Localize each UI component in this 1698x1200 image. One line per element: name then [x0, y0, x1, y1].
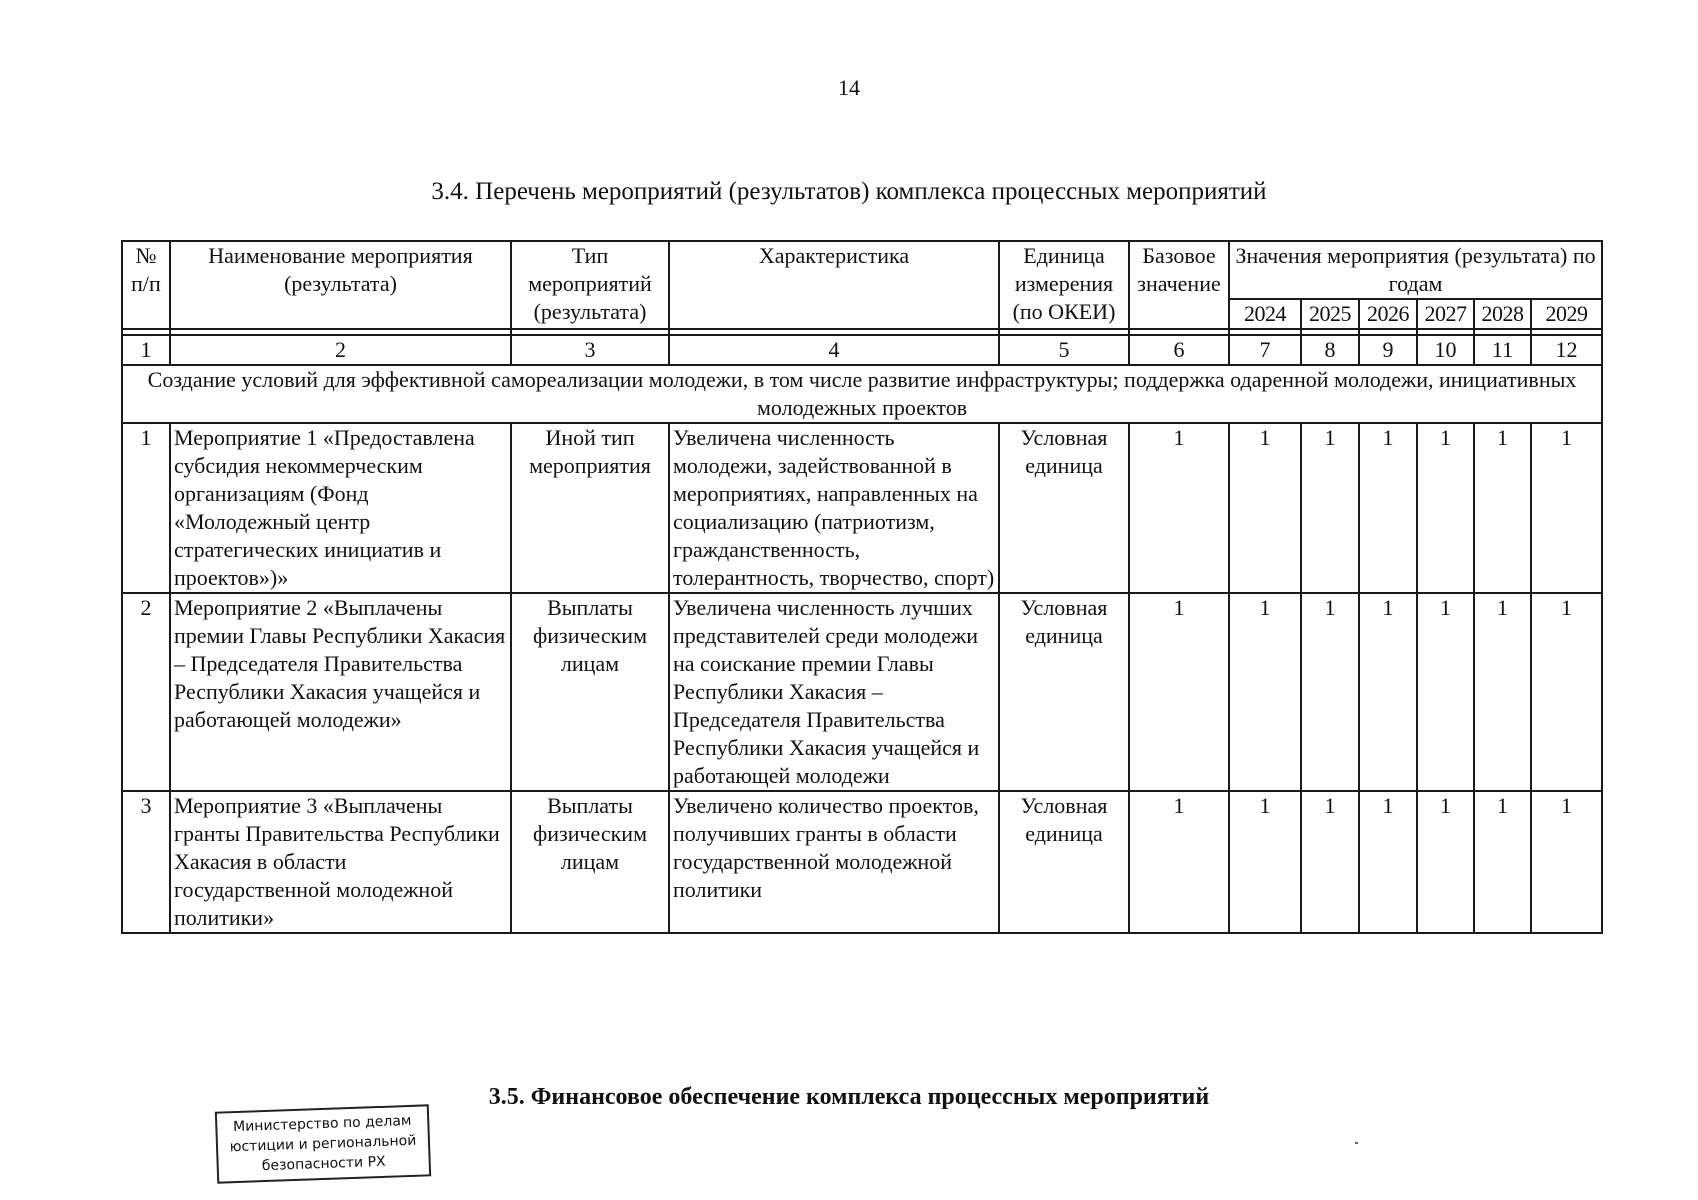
row-value: 1: [1417, 423, 1474, 593]
row-characteristic: Увеличено количество проектов, получивших гранты в области государственной молодежной политики: [669, 791, 999, 933]
section-header-row: [122, 365, 1602, 423]
row-unit: Условная единица: [999, 593, 1129, 791]
header-unit: Единица измерения (по ОКЕИ): [999, 241, 1129, 329]
row-value: 1: [1301, 423, 1359, 593]
row-name: Мероприятие 2 «Выплачены премии Главы Республики Хакасия – Председателя Правительства Республики Хакасия учащейся и работающей молодежи»: [170, 593, 511, 791]
row-value: 1: [1229, 593, 1301, 791]
page-number: 14: [838, 75, 860, 100]
row-value: 1: [1531, 423, 1602, 593]
row-value: 1: [1531, 791, 1602, 933]
table-row: [122, 593, 1602, 791]
row-value: 1: [1229, 423, 1301, 593]
row-unit: Условная единица: [999, 423, 1129, 593]
row-characteristic: Увеличена численность молодежи, задействованной в мероприятиях, направленных на социализацию (патриотизм, гражданственность, толерантность, творчество, спорт): [669, 423, 999, 593]
column-index-row: [122, 335, 1602, 365]
row-value: 1: [1359, 593, 1417, 791]
column-index: 12: [1531, 335, 1602, 365]
column-index: 11: [1474, 335, 1531, 365]
row-num: 3: [122, 791, 170, 933]
header-base: Базовое значение: [1129, 241, 1229, 329]
row-value: 1: [1229, 791, 1301, 933]
row-num: 1: [122, 423, 170, 593]
column-index: 2: [170, 335, 511, 365]
row-base: 1: [1129, 423, 1229, 593]
column-index: 7: [1229, 335, 1301, 365]
row-value: 1: [1531, 593, 1602, 791]
column-index: 3: [511, 335, 669, 365]
scan-speck: [1355, 1142, 1358, 1144]
row-value: 1: [1474, 593, 1531, 791]
ministry-stamp: [215, 1104, 431, 1183]
row-value: 1: [1417, 791, 1474, 933]
row-type: Иной тип мероприятия: [511, 423, 669, 593]
header-year: 2028: [1474, 299, 1531, 329]
row-value: 1: [1301, 593, 1359, 791]
header-num: № п/п: [122, 241, 170, 329]
row-num: 2: [122, 593, 170, 791]
section-header: Создание условий для эффективной самореализации молодежи, в том числе развитие инфраструктуры; поддержка одаренной молодежи, инициативных молодежных проектов: [122, 365, 1602, 423]
column-index: 6: [1129, 335, 1229, 365]
column-index: 10: [1417, 335, 1474, 365]
header-year: 2024: [1229, 299, 1301, 329]
row-value: 1: [1301, 791, 1359, 933]
section-3-4-title: 3.4. Перечень мероприятий (результатов) комплекса процессных мероприятий: [431, 178, 1267, 205]
column-index: 8: [1301, 335, 1359, 365]
row-value: 1: [1359, 791, 1417, 933]
stamp-line: безопасности РХ: [261, 1153, 386, 1175]
events-table: [121, 240, 1603, 934]
row-name: Мероприятие 3 «Выплачены гранты Правительства Республики Хакасия в области государственной молодежной политики»: [170, 791, 511, 933]
header-year: 2026: [1359, 299, 1417, 329]
header-type: Тип мероприятий (результата): [511, 241, 669, 329]
column-index: 4: [669, 335, 999, 365]
row-type: Выплаты физическим лицам: [511, 593, 669, 791]
header-characteristic: Характеристика: [669, 241, 999, 329]
row-value: 1: [1359, 423, 1417, 593]
stamp-line: юстиции и региональной: [229, 1132, 417, 1156]
header-values-group: Значения мероприятия (результата) по годам: [1229, 241, 1602, 299]
column-index: 5: [999, 335, 1129, 365]
row-name: Мероприятие 1 «Предоставлена субсидия некоммерческим организациям (Фонд «Молодежный центр стратегических инициатив и проектов»)»: [170, 423, 511, 593]
row-type: Выплаты физическим лицам: [511, 791, 669, 933]
table-row: [122, 791, 1602, 933]
row-base: 1: [1129, 791, 1229, 933]
column-index: 9: [1359, 335, 1417, 365]
row-characteristic: Увеличена численность лучших представителей среди молодежи на соискание премии Главы Республики Хакасия – Председателя Правительства Республики Хакасия учащейся и работающей молодежи: [669, 593, 999, 791]
table-row: [122, 423, 1602, 593]
row-unit: Условная единица: [999, 791, 1129, 933]
header-year: 2029: [1531, 299, 1602, 329]
row-value: 1: [1417, 593, 1474, 791]
section-3-5-title: 3.5. Финансовое обеспечение комплекса процессных мероприятий: [488, 1084, 1210, 1110]
header-name: Наименование мероприятия (результата): [170, 241, 511, 329]
header-year: 2027: [1417, 299, 1474, 329]
header-year: 2025: [1301, 299, 1359, 329]
stamp-line: Министерство по делам: [232, 1112, 412, 1136]
row-value: 1: [1474, 791, 1531, 933]
row-base: 1: [1129, 593, 1229, 791]
row-value: 1: [1474, 423, 1531, 593]
column-index: 1: [122, 335, 170, 365]
